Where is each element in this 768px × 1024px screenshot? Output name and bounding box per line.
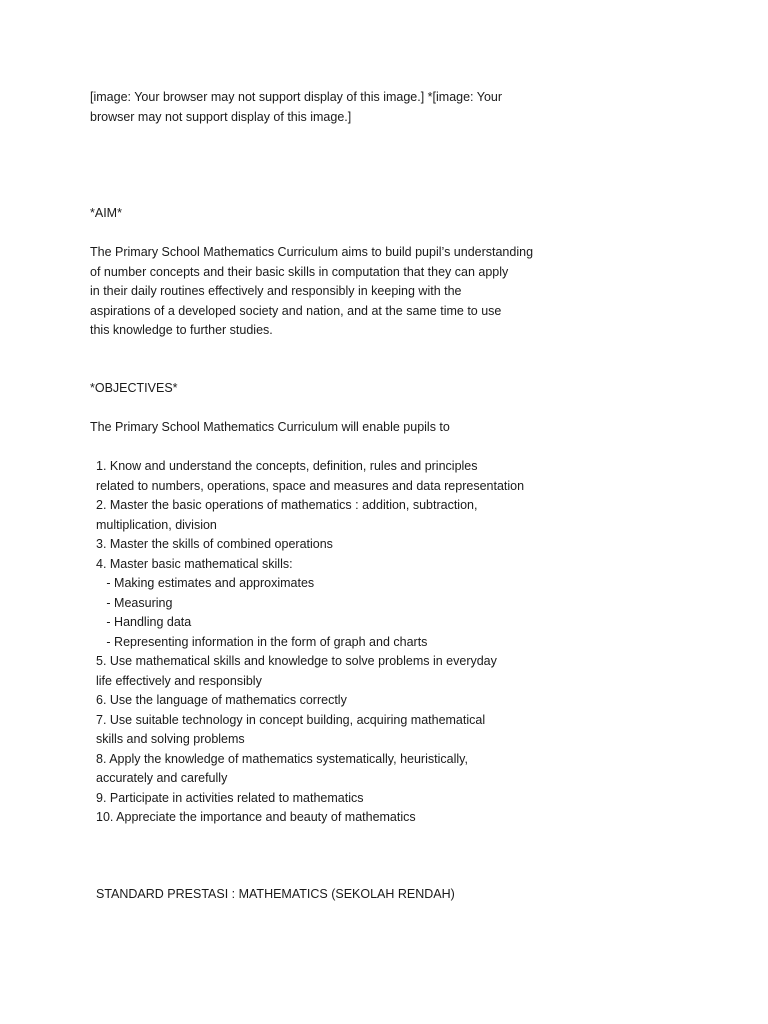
- objective-line: 2. Master the basic operations of mathematics : addition, subtraction,: [96, 498, 478, 512]
- objective-subitem-line: - Representing information in the form of graph and charts: [96, 634, 428, 649]
- image-placeholder-text: [90, 88, 560, 127]
- objectives-list: [96, 457, 566, 828]
- objectives-intro-text: The Primary School Mathematics Curriculum will enable pupils to: [90, 420, 450, 434]
- aim-line: of number concepts and their basic skills in computation that they can apply: [90, 264, 509, 279]
- aim-heading-text: *AIM*: [90, 206, 122, 220]
- objective-line: 6. Use the language of mathematics correctly: [96, 693, 347, 707]
- objective-line: 10. Appreciate the importance and beauty of mathematics: [96, 810, 416, 824]
- aim-line: The Primary School Mathematics Curriculum aims to build pupil’s understanding: [90, 245, 534, 259]
- objective-line: multiplication, division: [96, 517, 217, 532]
- objective-line: 3. Master the skills of combined operations: [96, 537, 333, 551]
- image-placeholder-line: [image: Your browser may not support display of this image.] *[image: Your: [90, 90, 503, 104]
- objectives-intro: [90, 418, 560, 438]
- aim-heading: [90, 204, 560, 224]
- objective-line: 8. Apply the knowledge of mathematics systematically, heuristically,: [96, 751, 468, 766]
- objective-line: life effectively and responsibly: [96, 673, 262, 688]
- aim-line: in their daily routines effectively and responsibly in keeping with the: [90, 284, 462, 298]
- objective-subitem-line: - Handling data: [96, 615, 192, 629]
- objectives-heading-text: *OBJECTIVES*: [90, 381, 178, 395]
- objective-line: 9. Participate in activities related to mathematics: [96, 790, 364, 805]
- objective-line: 7. Use suitable technology in concept building, acquiring mathematical: [96, 712, 486, 727]
- aim-paragraph: [90, 243, 560, 341]
- objective-line: skills and solving problems: [96, 732, 245, 746]
- standard-prestasi-title: [96, 885, 455, 905]
- objective-subitem-line: - Measuring: [96, 595, 173, 610]
- standard-prestasi-title-text: STANDARD PRESTASI : MATHEMATICS (SEKOLAH RENDAH): [96, 887, 455, 901]
- aim-line: this knowledge to further studies.: [90, 323, 273, 337]
- objective-line: 4. Master basic mathematical skills:: [96, 556, 293, 571]
- objective-line: 1. Know and understand the concepts, definition, rules and principles: [96, 459, 478, 473]
- image-placeholder-line: browser may not support display of this image.]: [90, 109, 352, 124]
- objective-subitem-line: - Making estimates and approximates: [96, 576, 315, 590]
- objective-line: related to numbers, operations, space and measures and data representation: [96, 478, 525, 493]
- objectives-heading: [90, 379, 560, 399]
- aim-line: aspirations of a developed society and nation, and at the same time to use: [90, 303, 502, 318]
- objective-line: 5. Use mathematical skills and knowledge to solve problems in everyday: [96, 654, 497, 668]
- objective-line: accurately and carefully: [96, 771, 228, 785]
